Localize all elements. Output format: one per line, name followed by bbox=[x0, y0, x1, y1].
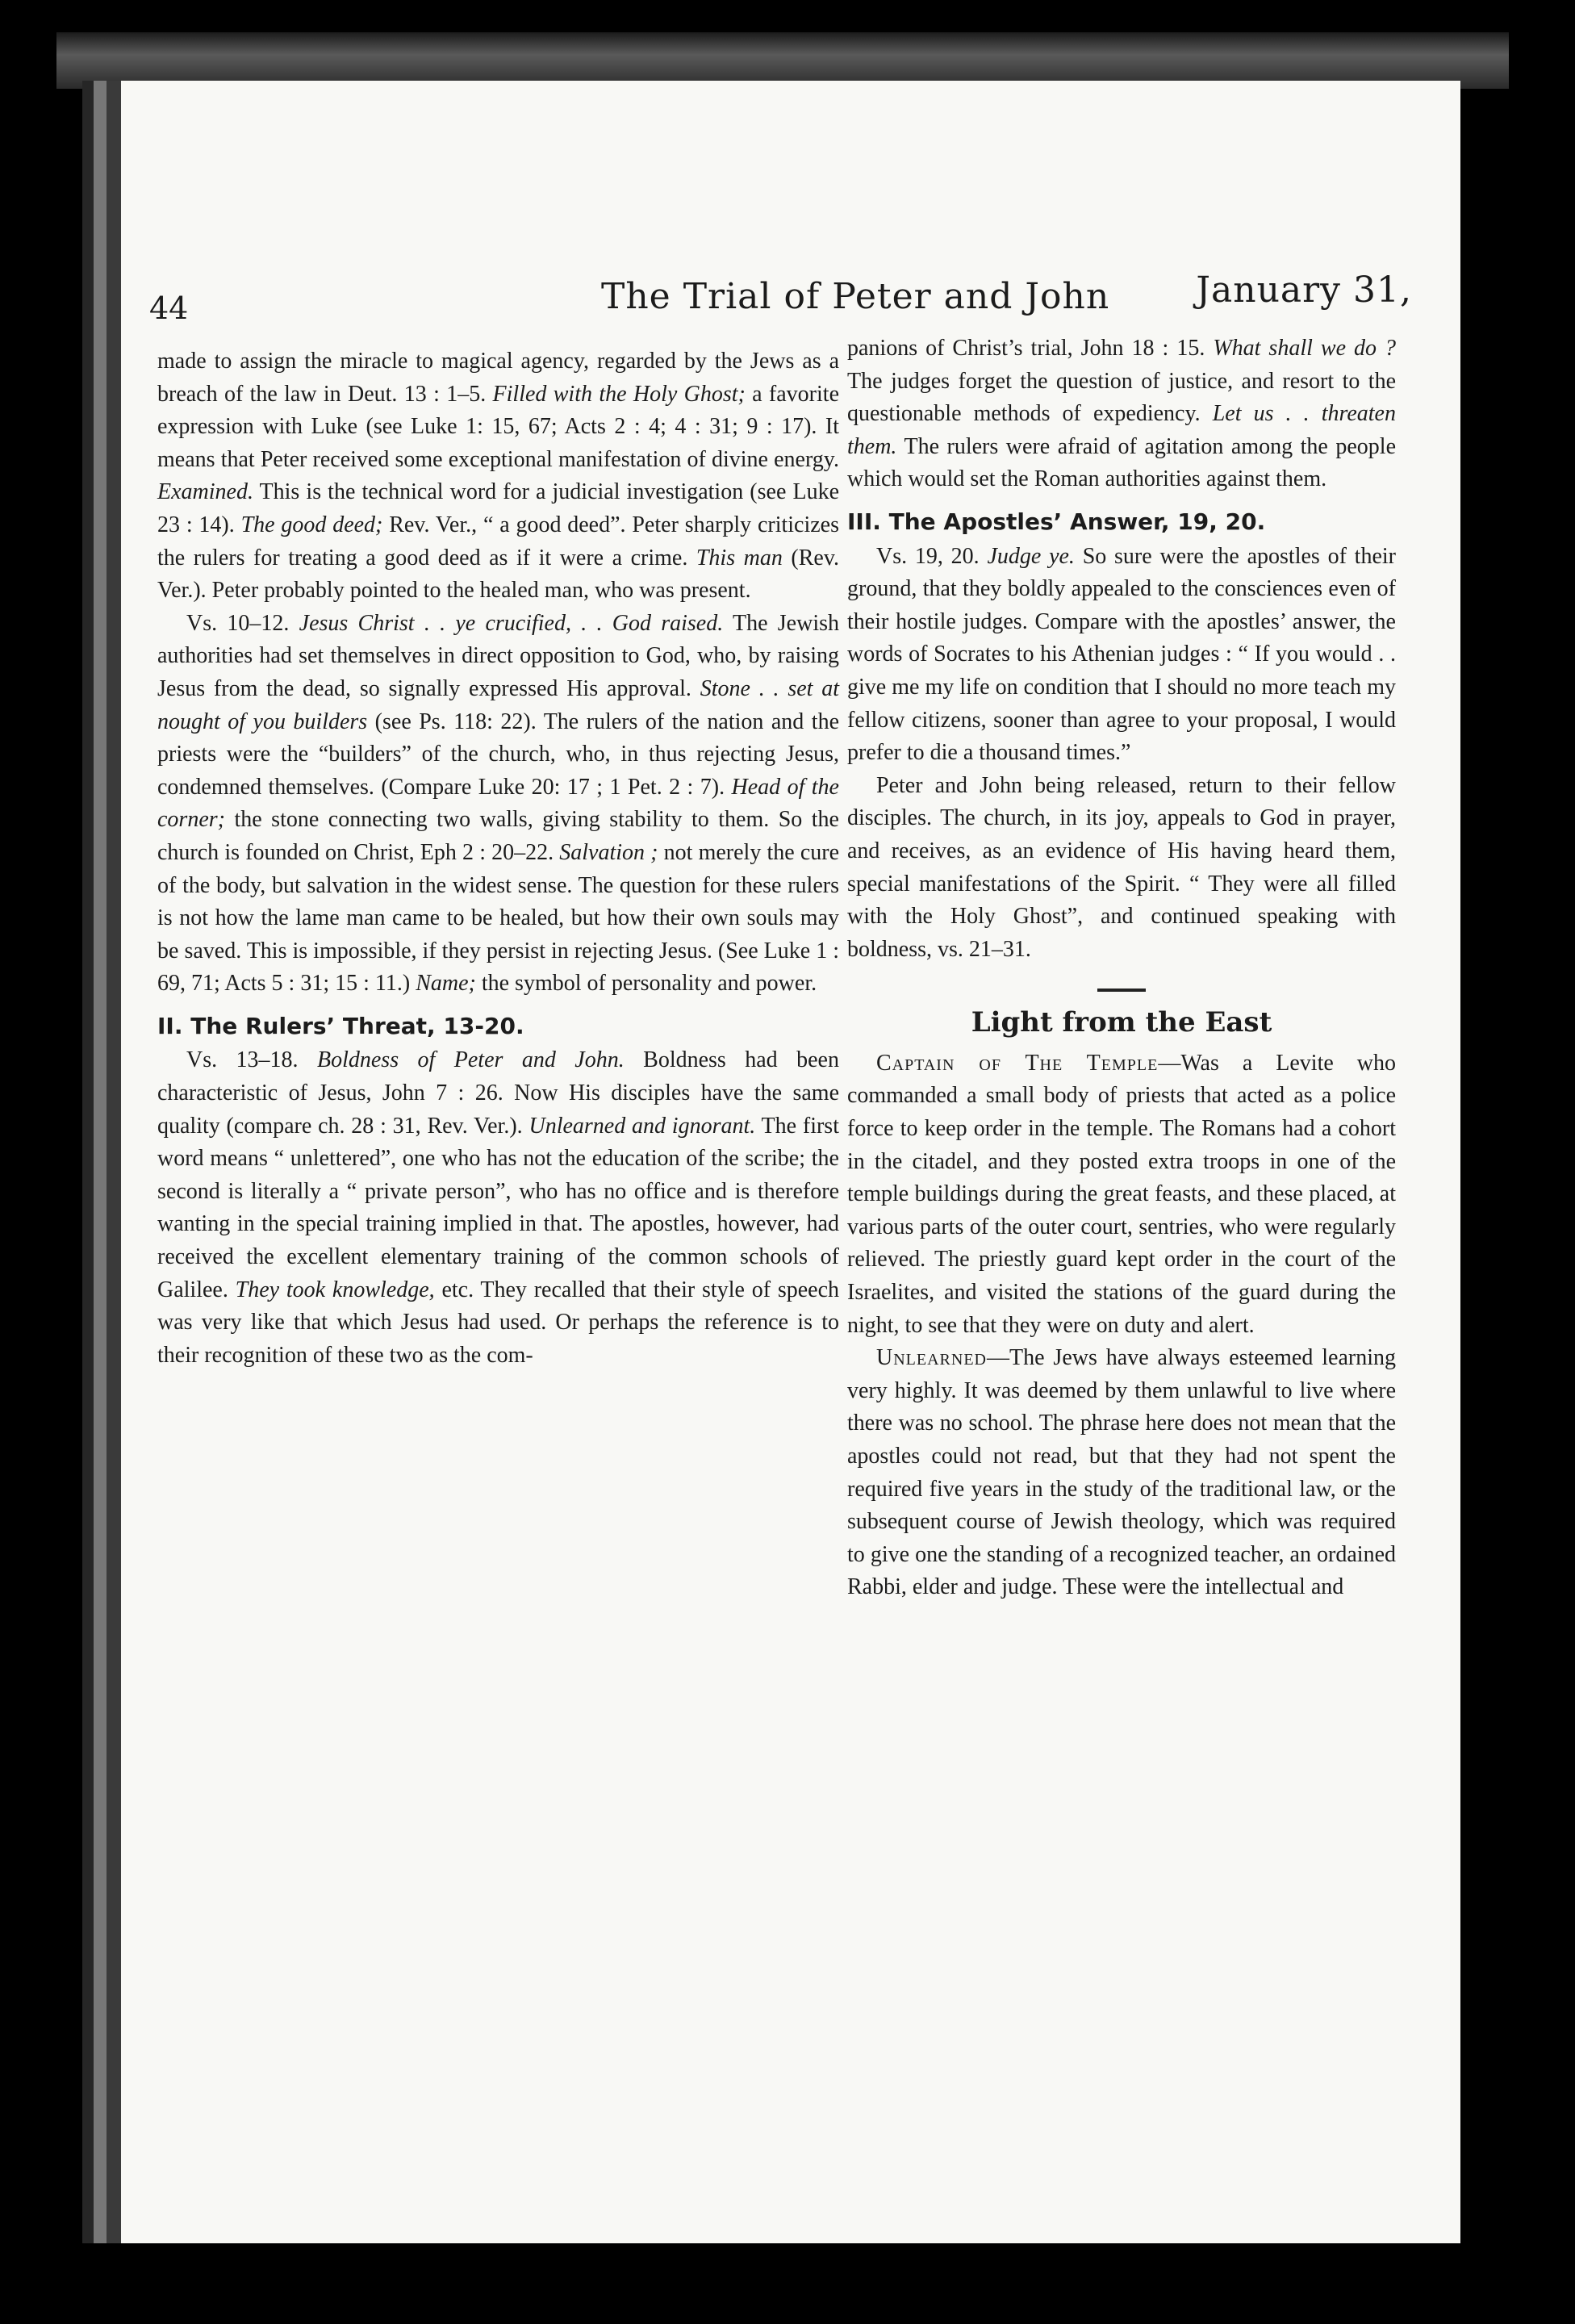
paragraph: Captain of The Temple—Was a Levite who commanded a small body of priests that acted as a police force to keep order in the temple. The Romans had a cohort in the citadel, and they posted extra troops in one of the temple buildings during the great feasts, and these placed, at various parts of the outer court, sentries, who were regularly relieved. The priestly guard kept order in the court of the Israelites, and visited the stations of the guard during the night, to see that they were on duty and alert. bbox=[847, 1050, 1396, 1338]
paragraph: panions of Christ’s trial, John 18 : 15. What shall we do ? The judges forget the question of justice, and resort to the questionable methods of expediency. Let us . . threaten them. The rulers were afraid of agitation among the people which would set the Roman authorities against them. bbox=[847, 336, 1396, 492]
running-header bbox=[149, 266, 1412, 331]
paragraph: Vs. 19, 20. Judge ye. So sure were the apostles of their ground, that they boldly appealed to the consciences even of their hostile judges. Compare with the apostles’ answer, the words of Socrates to his Athenian judges : “ If you would . . give me my life on condition that I should no more teach my fellow citizens, sooner than agree to your proposal, I would prefer to die a thousand times.” bbox=[847, 543, 1396, 766]
right-column bbox=[847, 332, 1396, 1604]
page-number: 44 bbox=[149, 290, 189, 326]
sidebar-title: Light from the East bbox=[971, 1006, 1272, 1039]
section-heading: II. The Rulers’ Threat, 13-20. bbox=[157, 1012, 524, 1039]
glossary-term: Captain of The Temple bbox=[876, 1050, 1159, 1076]
section-divider bbox=[1097, 989, 1146, 992]
page-title: The Trial of Peter and John bbox=[601, 276, 1110, 317]
lesson-date: January 31, bbox=[1196, 270, 1412, 311]
section-heading: III. The Apostles’ Answer, 19, 20. bbox=[847, 508, 1266, 535]
paragraph: made to assign the miracle to magical agency, regarded by the Jews as a breach of the law in Deut. 13 : 1–5. Filled with the Holy Ghost; a favorite expression with Luke (see Luke 1: 15, 67; Acts 2 : 4; 4 : 31; 9 : 17). It means that Peter received some exceptional manifestation of divine energy. Examined. This is the technical word for a judicial investigation (see Luke 23 : 14). The good deed; Rev. Ver., “ a good deed”. Peter sharply criticizes the rulers for treating a good deed as if it were a crime. This man (Rev. Ver.). Peter probably pointed to the healed man, who was present. bbox=[157, 349, 840, 604]
paragraph: Peter and John being released, return to their fellow disciples. The church, in its joy, appeals to God in prayer, and receives, as an evidence of His having heard them, special manifestations of the Spirit. “ They were all filled with the Holy Ghost”, and continued speaking with boldness, vs. 21–31. bbox=[847, 772, 1396, 962]
paragraph: Vs. 13–18. Boldness of Peter and John. Boldness had been characteristic of Jesus, John 7 : 26. Now His disciples have the same quality (compare ch. 28 : 31, Rev. Ver.). Unlearned and ignorant. The first word means “ unlettered”, one who has not the education of the scribe; the second is literally a “ private person”, who has no office and is therefore wanting in the special training implied in that. The apostles, however, had received the excellent elementary training of the common schools of Galilee. They took knowledge, etc. They recalled that their style of speech was very like that which Jesus had used. Or perhaps the reference is to their recognition of these two as the com- bbox=[157, 1047, 840, 1368]
paragraph: Vs. 10–12. Jesus Christ . . ye crucified, . . God raised. The Jewish authorities had set themselves in direct opposition to God, who, by raising Jesus from the dead, so signally expressed His approval. Stone . . set at nought of you builders (see Ps. 118: 22). The rulers of the nation and the priests were the “builders” of the church, who, in thus rejecting Jesus, condemned themselves. (Compare Luke 20: 17 ; 1 Pet. 2 : 7). Head of the corner; the stone connecting two walls, giving stability to them. So the church is founded on Christ, Eph 2 : 20–22. Salvation ; not merely the cure of the body, but salvation in the widest sense. The question for these rulers is not how the lame man came to be healed, but how their own souls may be saved. This is impossible, if they persist in rejecting Jesus. (See Luke 1 : 69, 71; Acts 5 : 31; 15 : 11.) Name; the symbol of personality and power. bbox=[157, 610, 840, 997]
left-column bbox=[157, 345, 839, 1372]
paragraph: Unlearned—The Jews have always esteemed learning very highly. It was deemed by them unlawful to live where there was no school. The phrase here does not mean that the apostles could not read, but that they had not spent the required five years in the study of the traditional law, or the subsequent course of Jewish theology, which was required to give one the standing of a recognized teacher, an ordained Rabbi, elder and judge. These were the intellectual and bbox=[847, 1345, 1396, 1600]
glossary-term: Unlearned bbox=[876, 1345, 987, 1371]
